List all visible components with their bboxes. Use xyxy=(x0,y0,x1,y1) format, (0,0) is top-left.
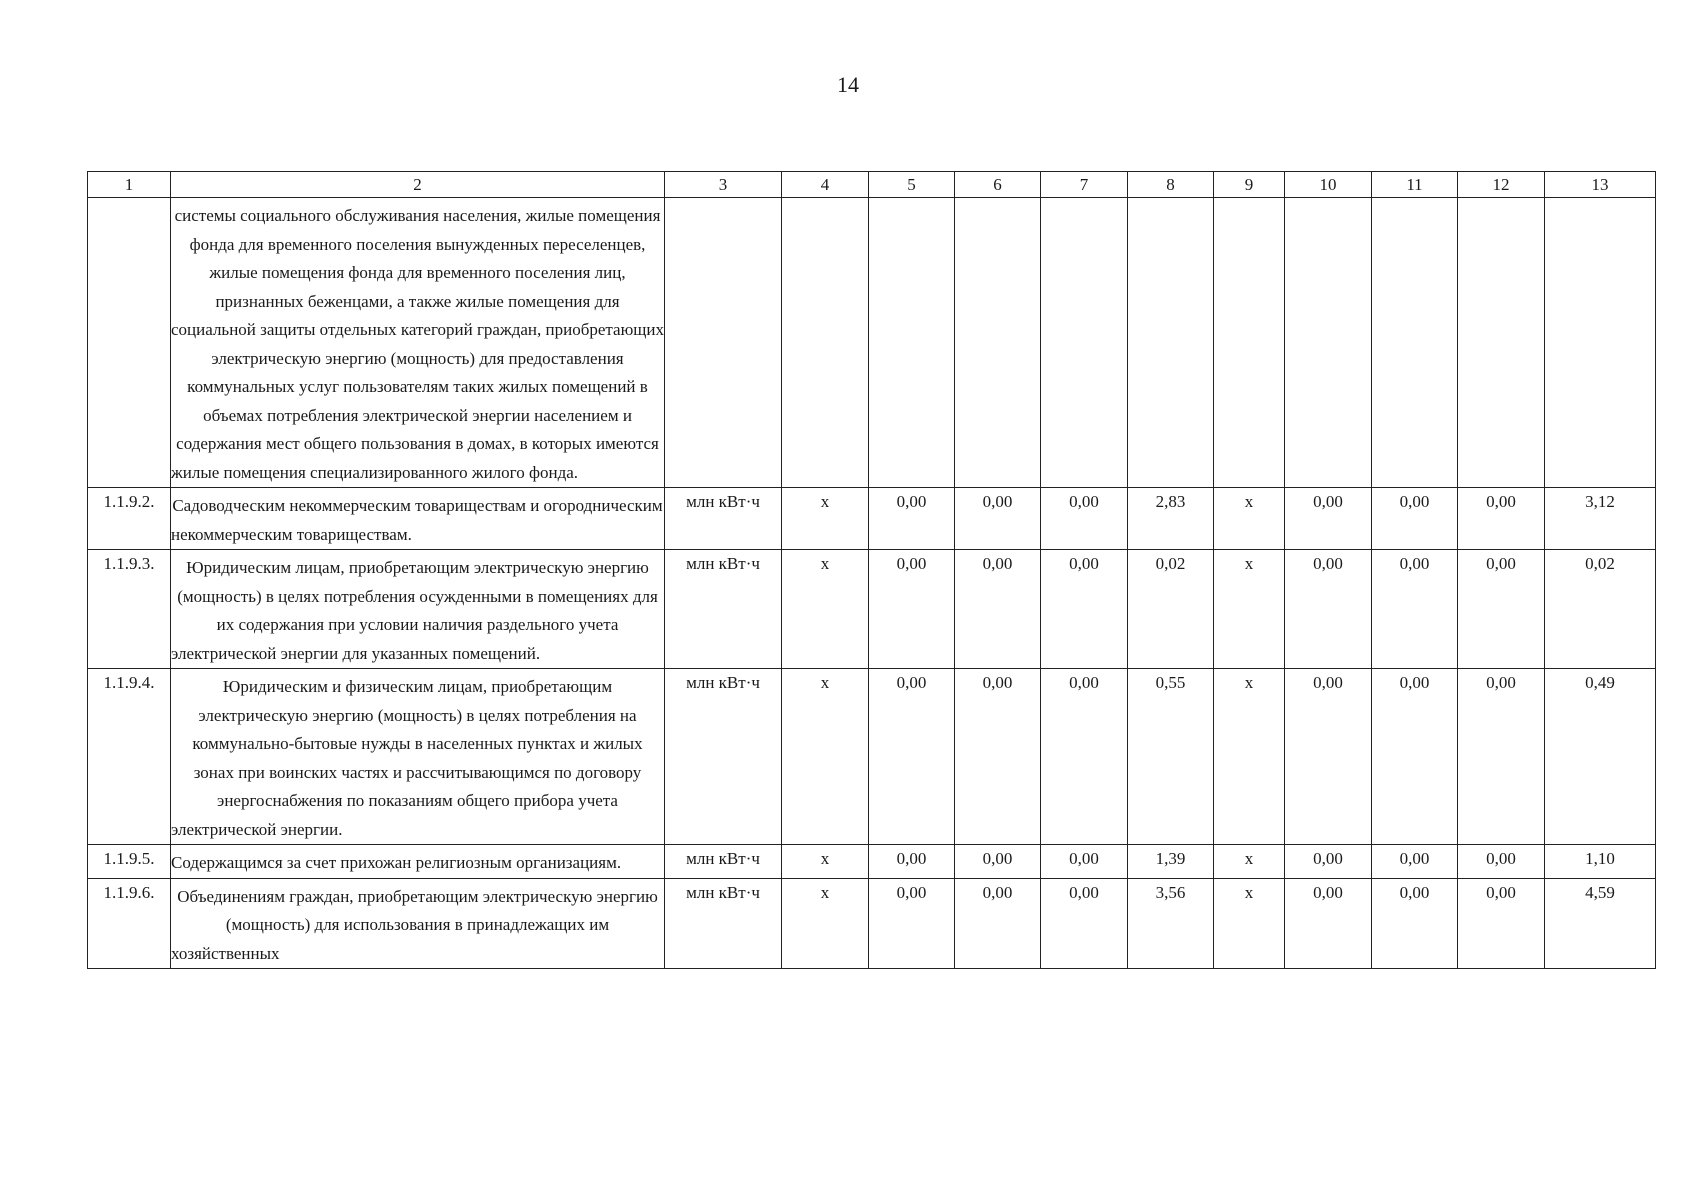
value-cell: 0,00 xyxy=(1458,845,1545,879)
value-cell xyxy=(1128,198,1214,488)
row-description: Юридическим лицам, приобретающим электрическую энергию (мощность) в целях потребления осужденными в помещениях для их содержания при условии наличия раздельного учета электрической энергии для указанных помещений. xyxy=(171,550,665,669)
value-cell: 0,00 xyxy=(1458,669,1545,845)
value-cell: 4,59 xyxy=(1545,878,1656,969)
consumption-table xyxy=(87,171,1656,969)
value-cell: 0,00 xyxy=(869,878,955,969)
value-cell: х xyxy=(1214,488,1285,550)
table-row xyxy=(88,845,1656,879)
value-cell: 0,00 xyxy=(1372,550,1458,669)
value-cell: х xyxy=(782,669,869,845)
value-cell: х xyxy=(782,488,869,550)
value-cell: х xyxy=(782,878,869,969)
table-row xyxy=(88,878,1656,969)
row-number: 1.1.9.5. xyxy=(88,845,171,879)
column-header: 3 xyxy=(665,172,782,198)
value-cell xyxy=(1041,198,1128,488)
table-row xyxy=(88,198,1656,488)
value-cell: 0,00 xyxy=(869,488,955,550)
value-cell: 0,02 xyxy=(1545,550,1656,669)
row-unit: млн кВт·ч xyxy=(665,550,782,669)
value-cell xyxy=(1214,198,1285,488)
row-description: Юридическим и физическим лицам, приобретающим электрическую энергию (мощность) в целях потребления на коммунально-бытовые нужды в населенных пунктах и жилых зонах при воинских частях и рассчитывающимся по договору энергоснабжения по показаниям общего прибора учета электрической энергии. xyxy=(171,669,665,845)
value-cell: 0,49 xyxy=(1545,669,1656,845)
column-header: 12 xyxy=(1458,172,1545,198)
column-header: 11 xyxy=(1372,172,1458,198)
value-cell: 0,00 xyxy=(1041,550,1128,669)
value-cell: х xyxy=(1214,550,1285,669)
value-cell: 0,00 xyxy=(1458,550,1545,669)
value-cell: 0,55 xyxy=(1128,669,1214,845)
value-cell xyxy=(1285,198,1372,488)
value-cell: 0,00 xyxy=(955,669,1041,845)
value-cell: х xyxy=(1214,878,1285,969)
table-row xyxy=(88,488,1656,550)
value-cell: 0,00 xyxy=(1372,845,1458,879)
row-unit: млн кВт·ч xyxy=(665,878,782,969)
row-number: 1.1.9.6. xyxy=(88,878,171,969)
value-cell: 0,00 xyxy=(869,550,955,669)
value-cell: 0,00 xyxy=(955,845,1041,879)
value-cell: 0,00 xyxy=(1285,845,1372,879)
column-header: 7 xyxy=(1041,172,1128,198)
row-description: Садоводческим некоммерческим товариществам и огородническим некоммерческим товариществам. xyxy=(171,488,665,550)
table-row xyxy=(88,669,1656,845)
value-cell: 0,00 xyxy=(955,550,1041,669)
value-cell: 0,00 xyxy=(1458,488,1545,550)
row-description: системы социального обслуживания населения, жилые помещения фонда для временного поселения вынужденных переселенцев, жилые помещения фонда для временного поселения лиц, признанных беженцами, а также жилые помещения для социальной защиты отдельных категорий граждан, приобретающих электрическую энергию (мощность) для предоставления коммунальных услуг пользователям таких жилых помещений в объемах потребления электрической энергии населением и содержания мест общего пользования в домах, в которых имеются жилые помещения специализированного жилого фонда. xyxy=(171,198,665,488)
value-cell: 0,00 xyxy=(869,845,955,879)
value-cell xyxy=(955,198,1041,488)
value-cell: 0,02 xyxy=(1128,550,1214,669)
row-number xyxy=(88,198,171,488)
value-cell: 1,39 xyxy=(1128,845,1214,879)
value-cell: 0,00 xyxy=(1285,878,1372,969)
row-number: 1.1.9.4. xyxy=(88,669,171,845)
value-cell: 0,00 xyxy=(1285,669,1372,845)
value-cell: 0,00 xyxy=(1372,488,1458,550)
value-cell: 0,00 xyxy=(955,488,1041,550)
value-cell: 0,00 xyxy=(1372,878,1458,969)
value-cell: 2,83 xyxy=(1128,488,1214,550)
column-header: 9 xyxy=(1214,172,1285,198)
row-unit: млн кВт·ч xyxy=(665,669,782,845)
value-cell xyxy=(1458,198,1545,488)
value-cell: 0,00 xyxy=(1041,878,1128,969)
column-header: 1 xyxy=(88,172,171,198)
row-unit: млн кВт·ч xyxy=(665,488,782,550)
value-cell: 0,00 xyxy=(1372,669,1458,845)
column-header: 8 xyxy=(1128,172,1214,198)
value-cell: х xyxy=(1214,845,1285,879)
column-header: 6 xyxy=(955,172,1041,198)
value-cell: 0,00 xyxy=(1041,669,1128,845)
value-cell xyxy=(1545,198,1656,488)
value-cell xyxy=(782,198,869,488)
column-header: 13 xyxy=(1545,172,1656,198)
value-cell: х xyxy=(1214,669,1285,845)
value-cell xyxy=(869,198,955,488)
row-description: Объединениям граждан, приобретающим электрическую энергию (мощность) для использования в принадлежащих им хозяйственных xyxy=(171,878,665,969)
value-cell: 0,00 xyxy=(1041,488,1128,550)
row-description: Содержащимся за счет прихожан религиозным организациям. xyxy=(171,845,665,879)
value-cell xyxy=(1372,198,1458,488)
value-cell: 0,00 xyxy=(1041,845,1128,879)
column-header: 5 xyxy=(869,172,955,198)
column-header: 10 xyxy=(1285,172,1372,198)
value-cell: 0,00 xyxy=(955,878,1041,969)
column-header: 2 xyxy=(171,172,665,198)
value-cell: 0,00 xyxy=(869,669,955,845)
column-header: 4 xyxy=(782,172,869,198)
value-cell: 1,10 xyxy=(1545,845,1656,879)
page-number: 14 xyxy=(837,72,859,97)
value-cell: 3,12 xyxy=(1545,488,1656,550)
row-number: 1.1.9.3. xyxy=(88,550,171,669)
value-cell: 0,00 xyxy=(1458,878,1545,969)
value-cell: х xyxy=(782,845,869,879)
value-cell: 0,00 xyxy=(1285,550,1372,669)
row-number: 1.1.9.2. xyxy=(88,488,171,550)
column-number-row xyxy=(88,172,1656,198)
value-cell: х xyxy=(782,550,869,669)
row-unit: млн кВт·ч xyxy=(665,845,782,879)
table-row xyxy=(88,550,1656,669)
row-unit xyxy=(665,198,782,488)
value-cell: 0,00 xyxy=(1285,488,1372,550)
value-cell: 3,56 xyxy=(1128,878,1214,969)
